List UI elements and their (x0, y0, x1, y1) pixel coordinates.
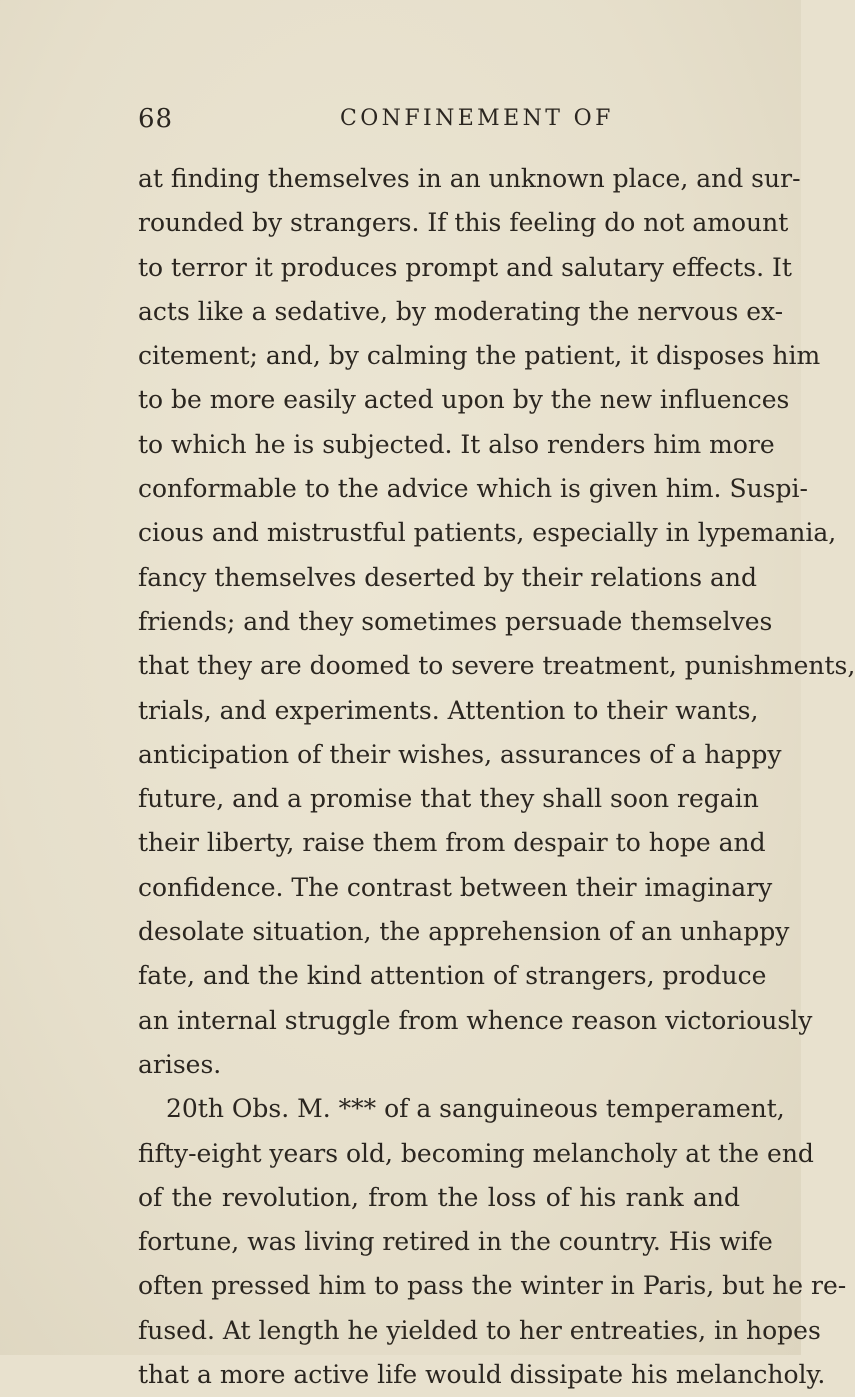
text-line: that they are doomed to severe treatment, punishments, (138, 651, 855, 681)
text-line: at finding themselves in an unknown place, and sur- (138, 164, 801, 193)
observation-start-line: 20th Obs. M. *** of a sanguineous temperament, (166, 1094, 785, 1124)
text-line: trials, and experiments. Attention to their wants, (138, 695, 759, 725)
text-line: to which he is subjected. It also renders him more (138, 429, 775, 459)
page-header (138, 104, 740, 138)
text-line: of the revolution, from the loss of his rank and (138, 1182, 740, 1212)
text-line: fused. At length he yielded to her entreaties, in hopes (138, 1315, 821, 1345)
body-text (138, 157, 855, 1397)
text-line: conformable to the advice which is given him. Suspi- (138, 474, 808, 504)
running-title: CONFINEMENT OF (340, 106, 614, 131)
text-line: to terror it produces prompt and salutary effects. It (138, 252, 792, 282)
text-line: desolate situation, the apprehension of an unhappy (138, 917, 790, 947)
text-line: their liberty, raise them from despair to hope and (138, 828, 766, 858)
text-line: citement; and, by calming the patient, it disposes him (138, 341, 821, 371)
text-line: fortune, was living retired in the country. His wife (138, 1227, 773, 1257)
text-line: fancy themselves deserted by their relations and (138, 562, 757, 592)
text-line: confidence. The contrast between their imaginary (138, 872, 773, 902)
text-line: fate, and the kind attention of strangers, produce (138, 961, 767, 991)
paragraph-end-line: arises. (138, 1049, 222, 1079)
text-line: to be more easily acted upon by the new influences (138, 385, 790, 415)
text-line: friends; and they sometimes persuade themselves (138, 606, 773, 636)
text-line: future, and a promise that they shall soon regain (138, 784, 759, 814)
text-line: an internal struggle from whence reason victoriously (138, 1005, 813, 1035)
text-line: that a more active life would dissipate his melancholy. (138, 1360, 826, 1390)
text-line: anticipation of their wishes, assurances of a happy (138, 739, 782, 769)
text-line: rounded by strangers. If this feeling do not amount (138, 208, 789, 238)
text-line: cious and mistrustful patients, especially in lypemania, (138, 518, 837, 548)
text-line: acts like a sedative, by moderating the nervous ex- (138, 296, 784, 326)
text-line: often pressed him to pass the winter in Paris, but he re- (138, 1271, 847, 1301)
text-line: fifty-eight years old, becoming melancholy at the end (138, 1138, 814, 1168)
page-number: 68 (138, 104, 174, 134)
